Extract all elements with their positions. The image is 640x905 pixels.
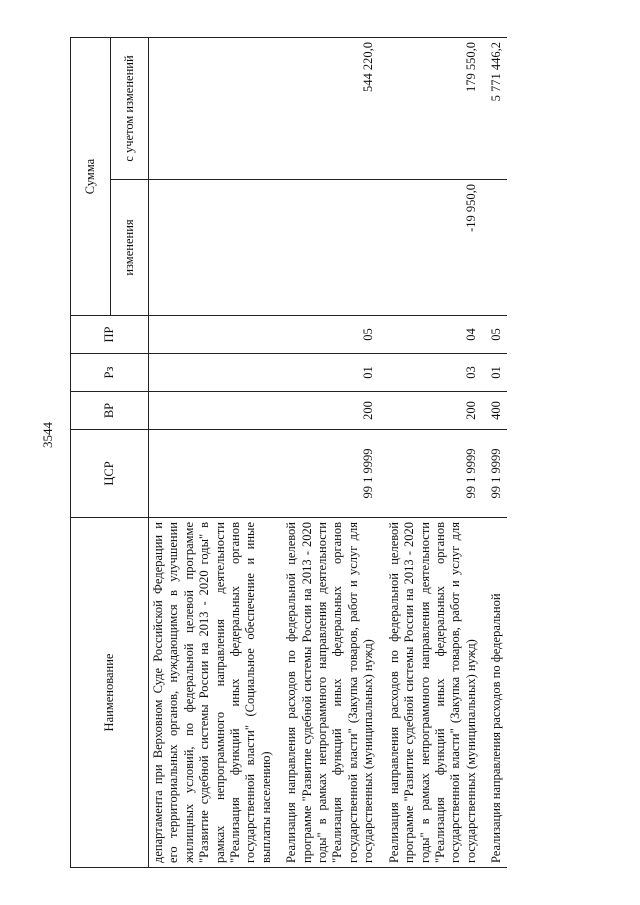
row-vr: 200	[379, 392, 481, 430]
header-pr: ПР	[71, 316, 149, 354]
header-rz: Рз	[71, 354, 149, 392]
row-name: департамента при Верховном Суде Российской Федерации и его территориальных органов, нуждающимся в улучшении жилищных условий, по федеральной целевой программе "Развитие судебной системы России на 2013 - 2020 годы" в рамках непрограммного направления деятельности "Реализация функций иных федеральных органов государственной власти" (Социальное обеспечение и иные выплаты населению)	[149, 518, 277, 868]
table-row	[276, 38, 378, 868]
row-with-changes: 544 220,0	[276, 38, 378, 180]
budget-table	[70, 37, 507, 868]
row-name: Реализация направления расходов по федеральной целевой программе "Развитие судебной системы России на 2013 - 2020 годы" в рамках непрограммного направления деятельности "Реализация функций иных федеральных органов государственной власти" (Закупка товаров, работ и услуг для государственных (муниципальных) нужд)	[379, 518, 481, 868]
row-rz: 01	[481, 354, 506, 392]
table-row	[149, 38, 277, 868]
row-with-changes	[149, 38, 277, 180]
row-pr: 05	[276, 316, 378, 354]
row-csr: 99 1 9999	[276, 430, 378, 518]
header-name: Наименование	[71, 518, 149, 868]
row-changes	[276, 180, 378, 316]
header-csr: ЦСР	[71, 430, 149, 518]
row-changes: -19 950,0	[379, 180, 481, 316]
row-csr: 99 1 9999	[481, 430, 506, 518]
row-rz: 01	[276, 354, 378, 392]
row-pr: 04	[379, 316, 481, 354]
table-header	[71, 38, 149, 868]
table-row	[481, 38, 506, 868]
row-with-changes: 5 771 446,2	[481, 38, 506, 180]
header-changes: изменения	[111, 180, 149, 316]
row-rz	[149, 354, 277, 392]
row-csr: 99 1 9999	[379, 430, 481, 518]
row-changes	[481, 180, 506, 316]
row-name: Реализация направления расходов по федеральной целевой программе "Развитие судебной системы России на 2013 - 2020 годы" в рамках непрограммного направления деятельности "Реализация функций иных федеральных органов государственной власти" (Закупка товаров, работ и услуг для государственных (муниципальных) нужд)	[276, 518, 378, 868]
header-sum: Сумма	[71, 38, 111, 316]
table-body	[149, 38, 507, 868]
row-csr	[149, 430, 277, 518]
row-pr: 05	[481, 316, 506, 354]
row-name: Реализация направления расходов по федеральной	[481, 518, 506, 868]
rotated-page-content	[70, 38, 600, 868]
row-vr	[149, 392, 277, 430]
row-vr: 200	[276, 392, 378, 430]
table-row	[379, 38, 481, 868]
row-rz: 03	[379, 354, 481, 392]
row-vr: 400	[481, 392, 506, 430]
row-changes	[149, 180, 277, 316]
header-vr: ВР	[71, 392, 149, 430]
row-pr	[149, 316, 277, 354]
page-number: 3544	[40, 422, 55, 448]
row-with-changes: 179 550,0	[379, 38, 481, 180]
header-with-changes: с учетом изменений	[111, 38, 149, 180]
